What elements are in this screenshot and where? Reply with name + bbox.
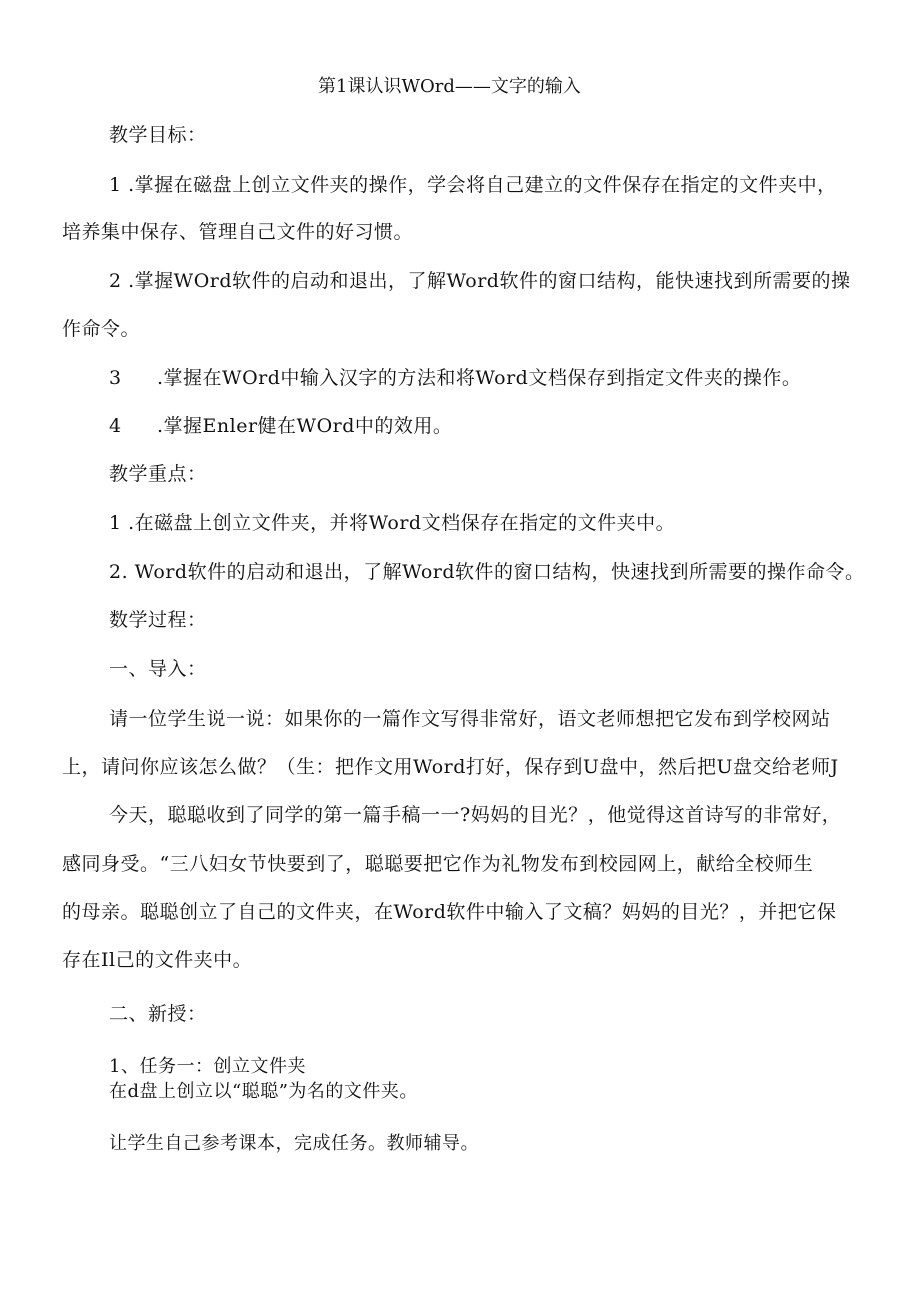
new-lesson-heading: 二、新授： (109, 1003, 207, 1025)
key-point-2: 2. Word软件的启动和退出，了解Word软件的窗口结构，快速找到所需要的操作命令。 (109, 561, 865, 583)
objective-1-line-1: 1 .掌握在磁盘上创立文件夹的操作，学会将自己建立的文件保存在指定的文件夹中， (109, 174, 837, 196)
objective-1-line-2: 培养集中保存、管理自己文件的好习惯。 (62, 221, 414, 243)
task-1-note: 让学生自己参考课本，完成任务。教师辅导。 (109, 1133, 479, 1154)
key-points-heading: 教学重点： (109, 463, 207, 485)
intro-line-3: 今天，聪聪收到了同学的第一篇手稿一一?妈妈的目光？，他觉得这首诗写的非常好， (109, 804, 842, 826)
intro-line-5: 的母亲。聪聪创立了自己的文件夹，在Word软件中输入了文稿？妈妈的目光？，并把它保 (62, 901, 837, 923)
objective-4-number: 4 (109, 415, 122, 437)
page-title: 第1课认识WOrd——文字的输入 (318, 76, 581, 97)
key-point-1: 1 .在磁盘上创立文件夹，并将Word文档保存在指定的文件夹中。 (109, 512, 676, 534)
objective-3 (109, 365, 801, 391)
intro-line-4: 感同身受。“三八妇女节快要到了，聪聪要把它作为礼物发布到校园网上，献给全校师生 (62, 853, 814, 875)
task-1-title: 1、任务一：创立文件夹 (109, 1056, 306, 1077)
objective-3-text: .掌握在WOrd中输入汉字的方法和将Word文档保存到指定文件夹的操作。 (157, 367, 802, 389)
objective-2-line-2: 作命令。 (62, 318, 141, 340)
objective-4-text: .掌握Enler健在WOrd中的效用。 (157, 415, 453, 437)
objectives-heading: 教学目标： (109, 124, 207, 146)
intro-line-6: 存在Il己的文件夹中。 (62, 949, 253, 971)
objective-4 (109, 413, 452, 439)
objective-3-number: 3 (109, 367, 122, 389)
intro-line-1: 请一位学生说一说：如果你的一篇作文写得非常好，语文老师想把它发布到学校网站 (109, 708, 831, 730)
intro-heading: 一、导入： (109, 658, 207, 680)
intro-line-2: 上，请问你应该怎么做？（生：把作文用Word打好，保存到U盘中，然后把U盘交给老师J (62, 756, 839, 778)
process-heading: 数学过程： (109, 609, 207, 631)
task-1-description: 在d盘上创立以“聪聪”为名的文件夹。 (109, 1081, 418, 1102)
objective-2-line-1: 2 .掌握WOrd软件的启动和退出，了解Word软件的窗口结构，能快速找到所需要的操 (109, 270, 851, 292)
